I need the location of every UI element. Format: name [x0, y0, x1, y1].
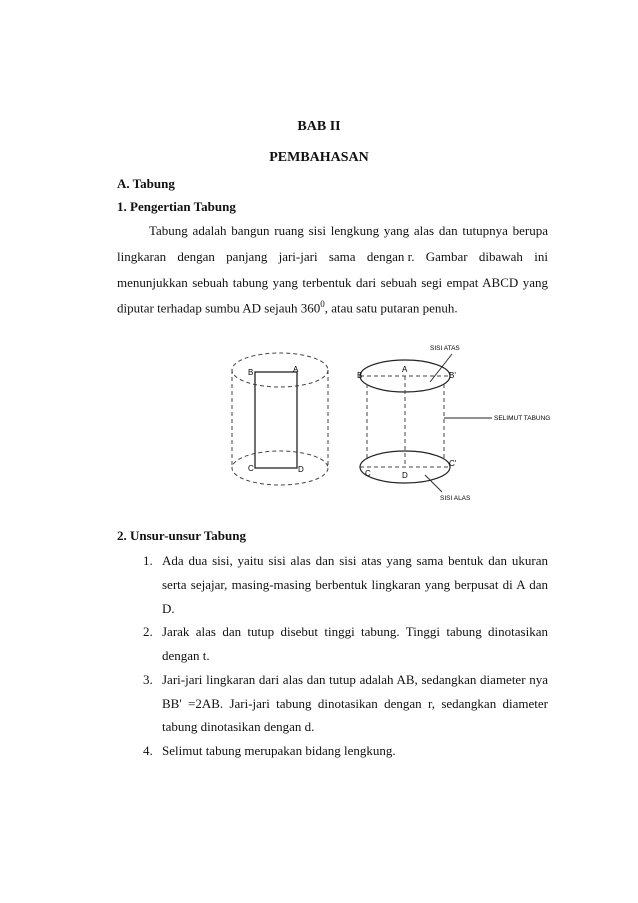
- label-d-right: D: [402, 471, 408, 480]
- chapter-subtitle: PEMBAHASAN: [269, 150, 369, 165]
- para-word: lingkaran: [117, 249, 167, 264]
- list-line: Jarak alas dan tutup disebut tinggi tabung. Tinggi tabung dinotasikan: [162, 624, 548, 639]
- para-word: jari-jari: [278, 249, 318, 264]
- para-word: panjang: [226, 249, 268, 264]
- list-line: BB' =2AB. Jari-jari tabung dinotasikan dengan r, sedangkan diameter: [162, 696, 548, 711]
- para-line4-tail: , atau satu putaran penuh.: [324, 300, 458, 316]
- list-line: dengan t.: [162, 648, 210, 663]
- para-word: sama: [328, 249, 356, 264]
- paragraph-line-1: Tabung adalah bangun ruang sisi lengkung yang alas dan tutupnya berupa: [149, 223, 548, 238]
- label-b-right: B: [357, 371, 363, 380]
- left-top-ellipse: [232, 353, 328, 387]
- paragraph-line-4: [117, 299, 458, 316]
- list-number: 2.: [143, 624, 153, 639]
- label-c-right: C: [365, 469, 371, 478]
- cylinder-figure: [230, 332, 570, 507]
- label-c-prime: C': [449, 459, 457, 468]
- sisi-alas-label: SISI ALAS: [440, 495, 471, 502]
- section-2-heading: 2. Unsur-unsur Tabung: [117, 528, 246, 543]
- section-a-heading: A. Tabung: [117, 176, 175, 191]
- para-line4-text: diputar terhadap sumbu AD sejauh 360: [117, 300, 321, 316]
- list-line: D.: [162, 601, 175, 616]
- label-d: D: [298, 465, 304, 474]
- sisi-atas-label: SISI ATAS: [430, 345, 460, 352]
- label-a-right: A: [402, 365, 408, 374]
- label-c: C: [248, 464, 254, 473]
- paragraph-line-3: menunjukkan sebuah tabung yang terbentuk dari sebuah segi empat ABCD yang: [117, 275, 548, 290]
- list-number: 3.: [143, 672, 153, 687]
- list-line: Ada dua sisi, yaitu sisi alas dan sisi atas yang sama bentuk dan ukuran: [162, 553, 548, 568]
- para-word: dengan r.: [366, 249, 415, 264]
- para-word: dibawah: [478, 249, 523, 264]
- list-number: 4.: [143, 743, 153, 758]
- para-word: Gambar: [425, 249, 468, 264]
- para-word: ini: [534, 249, 548, 264]
- section-1-heading: 1. Pengertian Tabung: [117, 199, 236, 214]
- para-word: dengan: [177, 249, 215, 264]
- list-number: 1.: [143, 553, 153, 568]
- paragraph-line-2: [117, 249, 548, 265]
- selimut-label: SELIMUT TABUNG: [494, 415, 551, 422]
- chapter-title: BAB II: [297, 119, 341, 134]
- degree-superscript: 0: [320, 299, 325, 309]
- list-line: Jari-jari lingkaran dari alas dan tutup adalah AB, sedangkan diameter nya: [162, 672, 548, 687]
- label-b: B: [248, 368, 254, 377]
- list-line: Selimut tabung merupakan bidang lengkung.: [162, 743, 396, 758]
- label-b-prime: B': [449, 371, 456, 380]
- list-line: serta sejajar, masing-masing berbentuk lingkaran yang berpusat di A dan: [162, 577, 548, 592]
- list-line: tabung dinotasikan dengan d.: [162, 719, 315, 734]
- label-a: A: [293, 365, 299, 374]
